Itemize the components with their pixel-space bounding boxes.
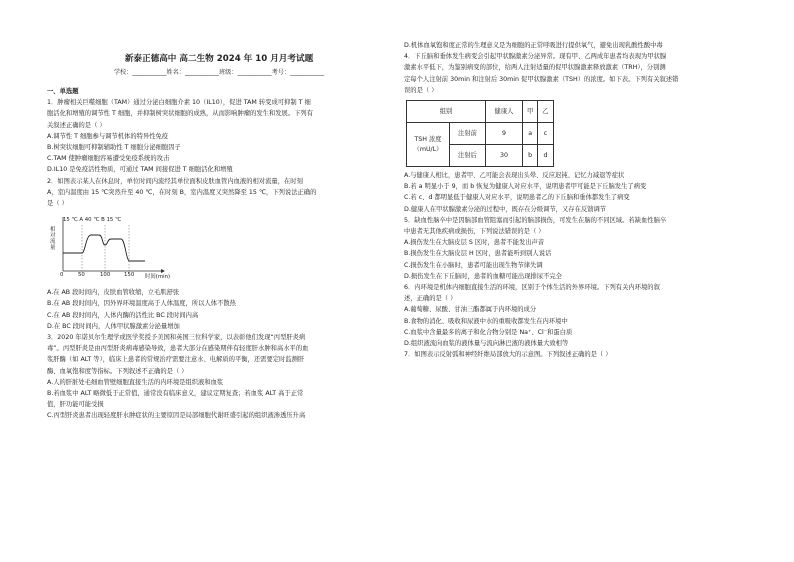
text-line: 胞活化和增殖的调节性 T 细胞，并抑制树突状细胞的成熟，从而影响肿瘤的发生和发展。下列有 <box>47 110 314 118</box>
right-column <box>404 0 748 360</box>
text-line: 5．缺血性脑卒中是因脑部血管阻塞而引起的脑部损伤，可发生在脑的不同区域。若缺血性脑卒 <box>404 216 667 224</box>
text-line: B.损伤发生在大脑皮层 H 区时，患者能听到别人说话 <box>404 250 552 258</box>
text-line: 关叙述正确的是（ ） <box>47 121 106 129</box>
table-row-label: TSH 浓度（mU/L） <box>407 123 450 167</box>
text-line: 酶、血氧饱和度等指标。下列叙述不正确的是（ ） <box>47 367 188 375</box>
text-line: B.食物的消化、吸收和尿液中水的重吸收都发生在内环境中 <box>404 317 568 325</box>
text-line: 毒”。丙型肝炎是由丙型肝炎病毒感染导致，患者大部分在感染期伴有轻度肝水肿和高水平的血 <box>47 345 309 353</box>
table-row-before-label: 注射前 <box>450 123 486 145</box>
exam-title: 新泰正德高中 高二生物 2024 年 10 月月考试题 <box>124 54 314 64</box>
left-column <box>47 0 391 422</box>
table-cell: c <box>538 123 553 145</box>
table-header-group: 组别 <box>407 101 486 123</box>
text-line: C.损伤发生在小脑时，患者可能出现生物节律失调 <box>404 261 543 269</box>
text-line: B.树突状细胞可抑制辅助性 T 细胞分泌细胞因子 <box>47 144 181 152</box>
text-line: 浆肝酶（如 ALT 等），临床上患者的常规治疗需要注意水、电解质的平衡，还需要定时监测肝 <box>47 356 305 364</box>
student-info-line: 学校：___________姓名：___________班级：___________考号：___________ <box>113 69 325 76</box>
text-line: A.与健康人相比，患者甲、乙可能会表现出头晕、反应迟钝、记忆力减退等症状 <box>404 172 625 180</box>
graph-tick-150: 150 <box>124 272 135 279</box>
text-line: A.在 AB 段时间内，皮肤血管收缩，立毛肌舒张 <box>47 289 180 297</box>
text-line: 值，肝功能可能受损 <box>47 401 104 409</box>
section-heading: 一、单选题 <box>47 88 79 95</box>
table-cell: a <box>523 123 538 145</box>
graph-top-label: 15 ℃ A 40 ℃ B 15 ℃ <box>63 217 122 224</box>
graph-x-label: 时间(min) <box>145 274 171 281</box>
text-line: A.损伤发生在大脑皮层 S 区时，患者不能发出声音 <box>404 239 545 247</box>
table-cell: b <box>523 145 538 167</box>
text-line: B.若 a 明显小于 9，而 b 恢复为健康人对应水平，说明患者甲可能是下丘脑发生了病变 <box>404 183 647 191</box>
text-line: 4．下丘脑和垂体发生病变会引起甲状腺激素分泌异常。现有甲、乙两成年患者均表现为甲状腺 <box>404 53 667 61</box>
text-line: C.若 c、d 都明显低于健康人对应水平，说明患者乙的下丘脑和垂体都发生了病变 <box>404 194 630 202</box>
table-header-jia: 甲 <box>523 101 538 123</box>
table-header-yi: 乙 <box>538 101 553 123</box>
text-line: 3．2020 年诺贝尔生理学或医学奖授予美国和英国三位科学家，以表彰他们发现“丙型肝炎病 <box>47 334 306 342</box>
text-line: 1．肿瘤相关巨噬细胞（TAM）通过分泌白细胞介素 10（IL10），促进 TAM 转变成可抑制 T 细 <box>47 99 311 107</box>
tsh-table <box>406 100 554 167</box>
table-row-after-label: 注射后 <box>450 145 486 167</box>
left-text-block-2 <box>47 287 391 421</box>
right-text-block-1 <box>404 40 748 96</box>
text-line: 中患者无其他疾病或损伤，下列说法错误的是（ ） <box>404 228 545 236</box>
text-line: C.TAM 使肿瘤细胞容易遭受免疫系统的攻击 <box>47 155 170 163</box>
text-line: 定每个人注射前 30min 和注射后 30min 促甲状腺激素（TSH）的浓度。如下表。下列有关叙述错 <box>404 75 679 83</box>
text-line: C.在 AB 段时间内，人体内酶的活性比 BC 段时间内高 <box>47 311 199 319</box>
text-line: D.损伤发生在下丘脑时，患者的血糖可能出现排尿不完全 <box>404 272 562 280</box>
text-line: 激素水平低下，为鉴别病变的部位，给两人注射适量的促甲状腺激素释放激素（TRH），分别测 <box>404 64 666 72</box>
text-line: D.机体血氧饱和度正常的生理意义是为细胞的正常呼吸进行提供氧气，避免出现乳酸性酸中毒 <box>404 42 663 49</box>
text-line: D.IL10 是免疫活性物质，可通过 TAM 间接促进 T 细胞活化和增殖 <box>47 166 233 174</box>
text-line: D.健康人在甲状腺激素分泌的过程中，既存在分级调节，又存在反馈调节 <box>404 205 607 213</box>
text-line: D.组织液流向血浆的液体量与流向淋巴液的液体量大致相等 <box>404 340 569 348</box>
text-line: 是（ ） <box>47 200 68 208</box>
table-cell: 9 <box>486 123 523 145</box>
text-line: B.在 AB 段时间内，因外界环境温度高于人体温度，所以人体不散热 <box>47 300 236 308</box>
blood-flow-graph <box>49 211 179 285</box>
text-line: A，室内温度由 15 ℃突然升至 40 ℃，在时刻 B，室内温度又突然降至 15 ℃，下列说法正确的 <box>47 188 317 196</box>
table-header-healthy: 健康人 <box>486 101 523 123</box>
text-line: 6．内环境是机体内细胞直接生活的环境，区别于个体生活的外界环境。下列有关内环境的叙 <box>404 284 660 292</box>
table-cell: 30 <box>486 145 523 167</box>
graph-y-label: 相对流量 <box>50 227 56 252</box>
text-line: B.若血浆中 ALT 略微低于正常值，通常没有临床意义，建议定期复查；若血浆 ALT 高于正常 <box>47 390 304 398</box>
text-line: C.丙型肝炎患者出现轻度肝水肿症状的主要原因是局部细胞代谢旺盛引起的组织液渗透压升高 <box>47 412 306 420</box>
text-line: 2．如图表示某人在休息时，单位时间内流经其单位面积皮肤血管内血液的相对流量，在时刻 <box>47 177 303 185</box>
text-line: A.人的肝脏处毛细血管壁细胞直接生活的内环境是组织液和血浆 <box>47 378 224 386</box>
text-line: 述，正确的是（ ） <box>404 295 457 303</box>
text-line: A.调节性 T 细胞参与调节机体的特异性免疫 <box>47 132 169 140</box>
text-line: D.在 BC 段时间内，人体甲状腺激素分泌量增加 <box>47 322 180 330</box>
text-line: A.葡萄糖、尿酸、甘油三酯都属于内环境的成分 <box>404 306 537 314</box>
text-line: C.血浆中含量最多的离子和化合物分别是 Na⁺、Cl⁻和蛋白质 <box>404 328 573 336</box>
left-text-block-1 <box>47 97 391 209</box>
graph-tick-100: 100 <box>100 272 111 279</box>
table-cell: d <box>538 145 553 167</box>
graph-tick-0: 0 <box>60 272 64 279</box>
right-text-block-2 <box>404 170 748 360</box>
text-line: 误的是（ ） <box>404 86 438 94</box>
graph-tick-50: 50 <box>78 272 85 279</box>
text-line: 7．如图表示反射弧和神经纤维局部放大的示意图。下列叙述正确的是（ ） <box>404 351 612 359</box>
